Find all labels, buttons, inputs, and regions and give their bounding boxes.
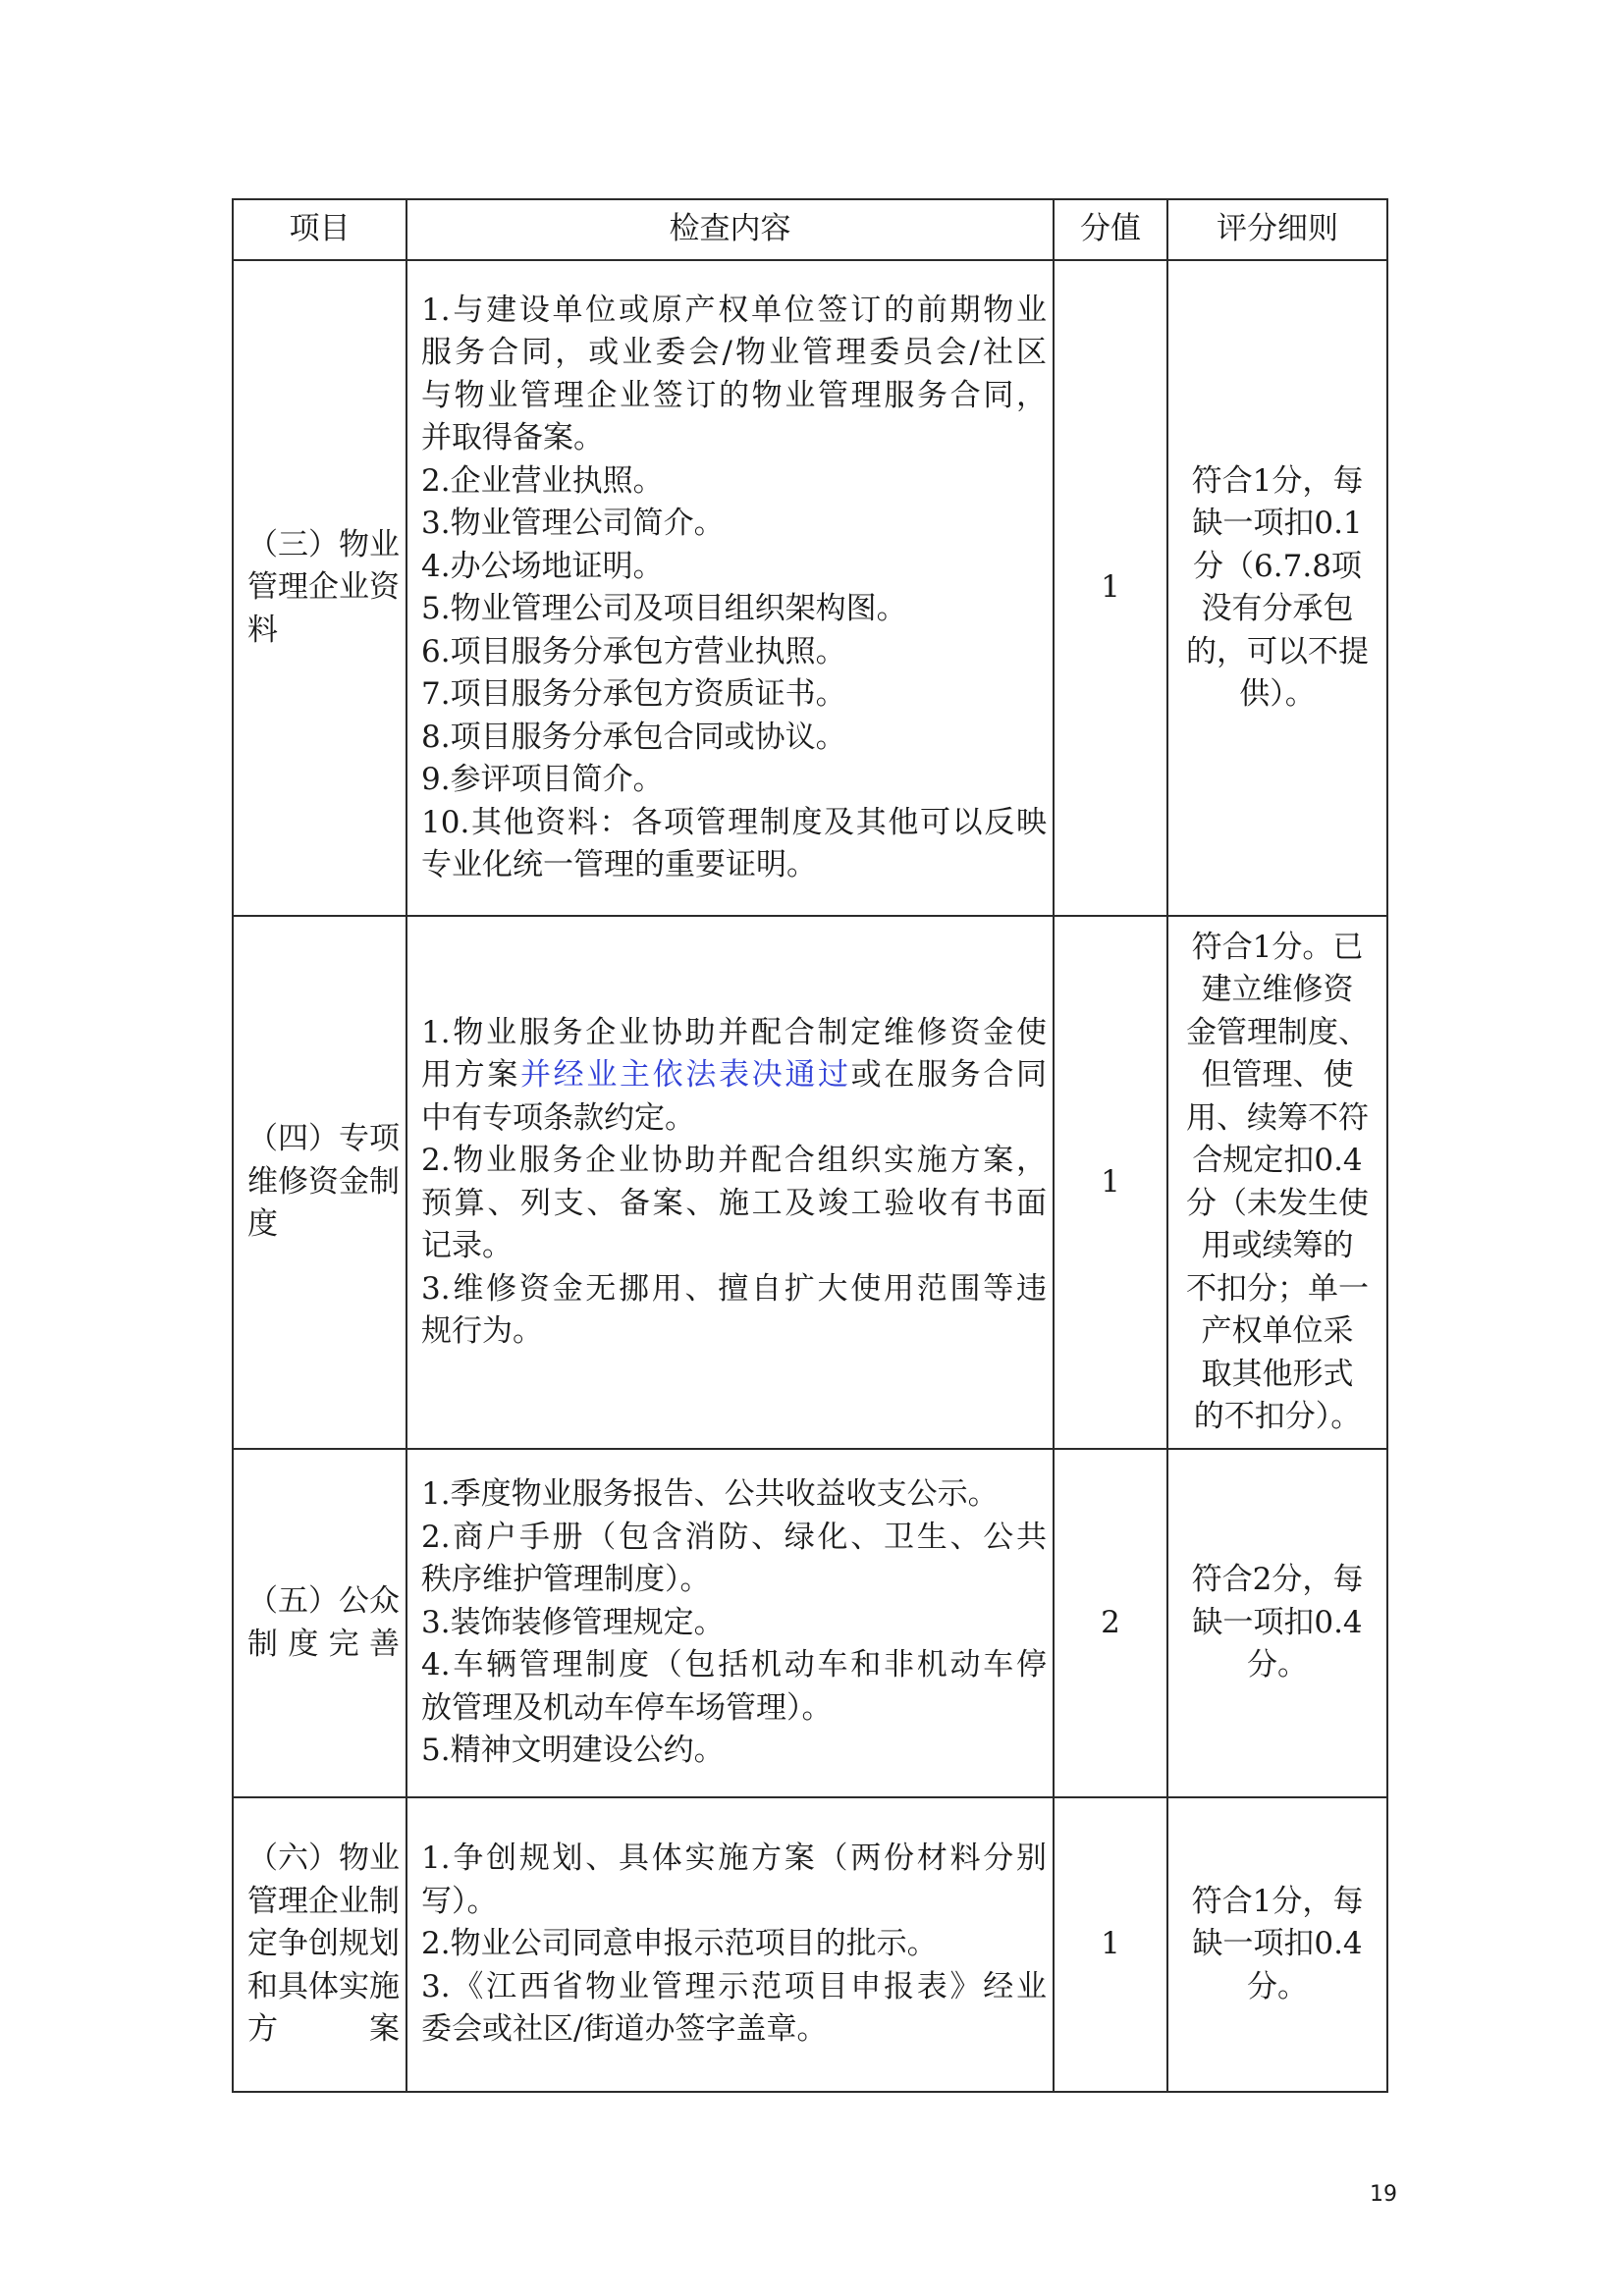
content-cell xyxy=(406,1797,1054,2092)
score-cell: 1 xyxy=(1054,260,1167,916)
content-line: 5.物业管理公司及项目组织架构图。 xyxy=(421,591,907,626)
content-line: 专业化统一管理的重要证明。 xyxy=(421,847,817,882)
content-line: 1.争创规划、具体实施方案（两份材料分别 xyxy=(421,1841,1047,1877)
rule-line: 取其他形式 xyxy=(1201,1356,1354,1392)
rule-line: 缺一项扣0.1 xyxy=(1192,506,1363,541)
rule-line: 缺一项扣0.4 xyxy=(1192,1604,1363,1640)
rule-cell xyxy=(1167,1797,1387,2092)
content-line: 1.物业服务企业协助并配合制定维修资金使 xyxy=(421,1014,1047,1050)
content-line: 3.维修资金无挪用、擅自扩大使用范围等违 xyxy=(421,1270,1047,1307)
rule-line: 合规定扣0.4 xyxy=(1192,1143,1363,1178)
content-line: 2.物业公司同意申报示范项目的批示。 xyxy=(421,1926,938,1962)
rule-line: 不扣分；单一 xyxy=(1186,1270,1369,1307)
rule-cell xyxy=(1167,260,1387,916)
rule-line: 但管理、使 xyxy=(1201,1057,1354,1093)
rule-cell xyxy=(1167,1449,1387,1797)
table-row xyxy=(233,916,1387,1449)
content-line: 1.与建设单位或原产权单位签订的前期物业 xyxy=(421,292,1047,328)
content-line: 用方案并经业主依法表决通过或在服务合同 xyxy=(421,1057,1048,1093)
content-line: 与物业管理企业签订的物业管理服务合同， xyxy=(421,377,1047,413)
rule-line: 符合1分，每 xyxy=(1191,1883,1364,1919)
table-row xyxy=(233,260,1387,916)
header-item: 项目 xyxy=(233,199,406,260)
header-rules: 评分细则 xyxy=(1167,199,1387,260)
content-line: 中有专项条款约定。 xyxy=(421,1099,695,1136)
item-cell xyxy=(233,260,406,916)
rule-line: 金管理制度、 xyxy=(1186,1014,1369,1050)
score-cell: 1 xyxy=(1054,916,1167,1449)
score-cell: 2 xyxy=(1054,1449,1167,1797)
content-line: 8.项目服务分承包合同或协议。 xyxy=(421,719,846,755)
content-line: 2.企业营业执照。 xyxy=(421,462,664,499)
item-label: （三）物业管理企业资料 xyxy=(247,526,400,648)
rule-line: 分（6.7.8项 xyxy=(1193,548,1362,584)
content-line: 秩序维护管理制度）。 xyxy=(421,1562,711,1598)
rule-line: 没有分承包 xyxy=(1201,591,1354,626)
content-line: 5.精神文明建设公约。 xyxy=(421,1733,725,1769)
table-row xyxy=(233,1797,1387,2092)
content-line: 服务合同，或业委会/物业管理委员会/社区 xyxy=(421,335,1047,370)
content-line: 记录。 xyxy=(421,1228,513,1263)
scoring-table xyxy=(232,198,1388,2093)
item-label: （四）专项维修资金制度 xyxy=(247,1121,400,1243)
header-score: 分值 xyxy=(1054,199,1167,260)
content-cell xyxy=(406,916,1054,1449)
content-line: 2.商户手册（包含消防、绿化、卫生、公共 xyxy=(421,1519,1047,1555)
rule-line: 符合1分。已 xyxy=(1191,929,1364,965)
content-line: 规行为。 xyxy=(421,1313,543,1349)
rule-cell xyxy=(1167,916,1387,1449)
content-line: 放管理及机动车停车场管理）。 xyxy=(421,1689,833,1726)
header-content: 检查内容 xyxy=(406,199,1054,260)
content-line: 3.《江西省物业管理示范项目申报表》经业 xyxy=(421,1968,1047,2004)
rule-line: 分。 xyxy=(1247,1968,1308,2004)
item-cell xyxy=(233,1797,406,2092)
content-line: 3.装饰装修管理规定。 xyxy=(421,1604,725,1640)
item-label: （六）物业管理企业制定争创规划和具体实施方案 xyxy=(247,1841,400,2048)
rule-line: 供）。 xyxy=(1239,676,1316,712)
item-cell xyxy=(233,1449,406,1797)
rule-line: 的不扣分）。 xyxy=(1193,1399,1362,1434)
content-line: 6.项目服务分承包方营业执照。 xyxy=(421,633,846,669)
content-line: 并取得备案。 xyxy=(421,420,604,455)
highlighted-text: 并经业主依法表决通过 xyxy=(520,1057,851,1093)
content-line: 4.办公场地证明。 xyxy=(421,548,664,584)
content-line: 2.物业服务企业协助并配合组织实施方案， xyxy=(421,1143,1047,1178)
content-line: 3.物业管理公司简介。 xyxy=(421,506,725,541)
rule-line: 符合2分，每 xyxy=(1191,1562,1364,1598)
rule-line: 符合1分，每 xyxy=(1191,462,1364,499)
content-line: 4.车辆管理制度（包括机动车和非机动车停 xyxy=(421,1647,1047,1683)
content-line: 9.参评项目简介。 xyxy=(421,762,664,797)
item-cell xyxy=(233,916,406,1449)
rule-line: 的，可以不提 xyxy=(1186,633,1369,669)
rule-line: 分（未发生使 xyxy=(1186,1185,1369,1221)
content-cell xyxy=(406,260,1054,916)
rule-line: 缺一项扣0.4 xyxy=(1192,1926,1363,1962)
rule-line: 建立维修资 xyxy=(1201,972,1354,1007)
content-line: 委会或社区/街道办签字盖章。 xyxy=(421,2011,828,2048)
table-row xyxy=(233,1449,1387,1797)
rule-line: 分。 xyxy=(1247,1647,1308,1683)
page-number: 19 xyxy=(1370,2182,1397,2207)
content-line: 写）。 xyxy=(421,1883,498,1919)
item-label: （五）公众制度完善 xyxy=(247,1583,400,1662)
rule-line: 产权单位采 xyxy=(1201,1313,1354,1349)
content-cell xyxy=(406,1449,1054,1797)
content-line: 7.项目服务分承包方资质证书。 xyxy=(421,676,846,712)
table-header-row xyxy=(233,199,1387,260)
content-line: 10.其他资料：各项管理制度及其他可以反映 xyxy=(421,804,1047,840)
rule-line: 用、续筹不符 xyxy=(1186,1099,1369,1136)
content-line: 预算、列支、备案、施工及竣工验收有书面 xyxy=(421,1185,1047,1221)
rule-line: 用或续筹的 xyxy=(1201,1228,1354,1263)
score-cell: 1 xyxy=(1054,1797,1167,2092)
content-line: 1.季度物业服务报告、公共收益收支公示。 xyxy=(421,1476,999,1513)
